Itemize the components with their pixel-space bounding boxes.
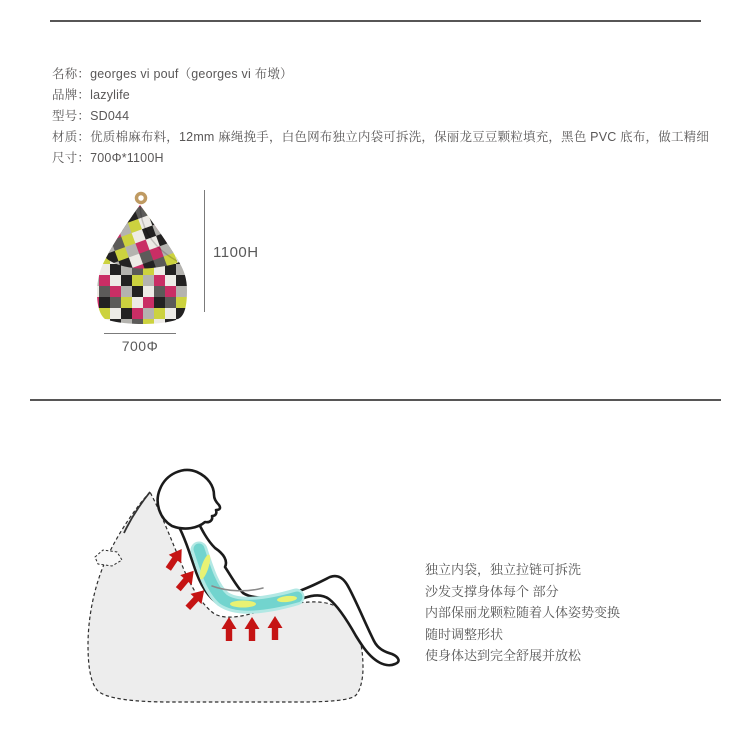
feature-line: 内部保丽龙颗粒随着人体姿势变换: [425, 605, 621, 620]
feature-line: 沙发支撑身体每个 部分: [425, 583, 559, 599]
spec-row-material: [52, 127, 709, 148]
spec-value: SD044: [90, 109, 130, 123]
spec-row-model: [52, 106, 709, 127]
spec-row-size: [52, 148, 709, 169]
spec-label: 品牌: [52, 88, 78, 102]
height-dimension-line: [204, 190, 205, 312]
middle-divider: [30, 399, 721, 401]
spec-colon: ：: [77, 109, 91, 123]
spec-colon: ：: [77, 130, 91, 144]
top-divider: [50, 20, 701, 22]
spec-label: 名称: [52, 67, 78, 81]
diameter-dimension-label: 700Φ: [121, 338, 159, 354]
spec-label: 材质: [52, 130, 78, 144]
diameter-dimension-line: [104, 333, 176, 334]
rope-handle-icon: [137, 194, 146, 203]
spec-value: 优质棉麻布料，12mm 麻绳挽手，白色网布独立内袋可拆洗，保丽龙豆豆颗粒填充，黑色 PVC 底布，做工精细: [90, 130, 710, 144]
feature-line: 使身体达到完全舒展并放松: [425, 648, 582, 663]
spec-row-name: [52, 64, 709, 85]
pouf-cone: [106, 205, 179, 269]
person-head-outline: [158, 470, 220, 529]
spec-label: 尺寸: [52, 151, 78, 165]
spec-value: georges vi pouf（georges vi 布墩）: [90, 67, 293, 81]
spec-row-brand: [52, 85, 709, 106]
product-specs: [52, 64, 709, 169]
spec-colon: ：: [77, 151, 91, 165]
spec-colon: ：: [77, 67, 91, 81]
spec-value: 700Φ*1100H: [90, 151, 164, 165]
feature-list: [425, 559, 620, 667]
spec-label: 型号: [52, 109, 78, 123]
height-dimension-label: 1100H: [213, 244, 259, 261]
feature-line: 独立内袋，独立拉链可拆洗: [425, 562, 582, 577]
feature-line: 随时调整形状: [425, 626, 504, 642]
spec-value: lazylife: [90, 88, 130, 102]
spec-colon: ：: [77, 88, 91, 102]
pouf-product-image: [88, 184, 272, 362]
ergonomic-diagram: [60, 440, 432, 715]
